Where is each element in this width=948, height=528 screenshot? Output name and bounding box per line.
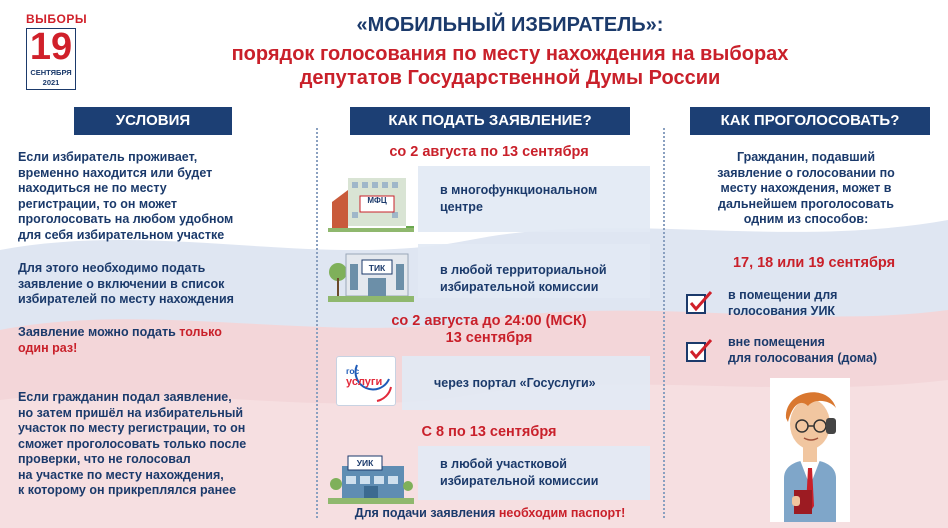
text-line: участок по месту регистрации, то он bbox=[18, 421, 246, 435]
apply-header: КАК ПОДАТЬ ЗАЯВЛЕНИЕ? bbox=[350, 107, 630, 135]
text-line: проверки, что не голосовал bbox=[18, 452, 191, 466]
text-line: сможет проголосовать только после bbox=[18, 436, 247, 451]
text-line: Если гражданин подал заявление, bbox=[18, 390, 232, 404]
text-line: в помещении для bbox=[728, 288, 838, 302]
gosuslugi-logo-top: гос bbox=[346, 366, 360, 376]
vote-option-home bbox=[728, 334, 938, 366]
text-line: регистрации, то он может bbox=[18, 196, 178, 211]
uik-sign: УИК bbox=[356, 458, 374, 468]
logo-day: 19 bbox=[29, 26, 73, 68]
text-line: в любой участковой bbox=[440, 457, 567, 471]
date-line: со 2 августа до 24:00 (МСК) bbox=[391, 313, 587, 329]
vote-intro bbox=[676, 150, 936, 228]
conditions-paragraph-1 bbox=[18, 150, 308, 243]
gosuslugi-logo-bottom: услуги bbox=[346, 376, 383, 388]
conditions-paragraph-3 bbox=[18, 325, 308, 356]
logo-label: ВЫБОРЫ bbox=[26, 12, 88, 26]
voter-illustration bbox=[770, 378, 850, 522]
text-line: на участке по месту нахождения, bbox=[18, 467, 224, 482]
logo-year: 2021 bbox=[42, 78, 60, 87]
logo-month: СЕНТЯБРЯ bbox=[30, 68, 72, 77]
tik-sign: ТИК bbox=[368, 263, 386, 273]
tik-text bbox=[440, 262, 650, 296]
text-line: проголосовать на любом удобном bbox=[18, 212, 234, 226]
text-line: избирательной комиссии bbox=[440, 474, 599, 488]
mfc-sign: МФЦ bbox=[367, 196, 387, 205]
apply-date-1: со 2 августа по 13 сентября bbox=[389, 144, 589, 160]
text-span: Заявление можно подать bbox=[18, 325, 180, 339]
uik-text bbox=[440, 456, 650, 490]
date-line: 13 сентября bbox=[445, 330, 533, 346]
uik-building-icon bbox=[328, 448, 414, 504]
text-line: Гражданин, подавший bbox=[736, 150, 876, 164]
page-title: «МОБИЛЬНЫЙ ИЗБИРАТЕЛЬ»: bbox=[356, 14, 664, 36]
apply-date-2 bbox=[330, 313, 648, 347]
text-line: одним из способов: bbox=[743, 212, 869, 227]
text-line: голосования УИК bbox=[728, 304, 836, 318]
text-line: месту нахождения, может в bbox=[720, 181, 892, 196]
tik-building-icon bbox=[328, 246, 414, 302]
text-line: для голосования (дома) bbox=[728, 351, 878, 365]
passport-note bbox=[322, 506, 658, 520]
column-divider bbox=[663, 128, 665, 518]
text-line: центре bbox=[440, 200, 483, 214]
text-line: для себя избирательном участке bbox=[18, 227, 225, 242]
apply-date-3: С 8 по 13 сентября bbox=[421, 424, 557, 440]
text-line: заявление о голосовании по bbox=[717, 165, 895, 180]
text-line bbox=[18, 325, 308, 341]
text-line: избирателей по месту нахождения bbox=[18, 292, 234, 306]
checkbox-checked-icon bbox=[686, 338, 714, 364]
highlight-text: один раз! bbox=[18, 340, 78, 355]
vote-header: КАК ПРОГОЛОСОВАТЬ? bbox=[690, 107, 930, 135]
text-line: но затем пришёл на избирательный bbox=[18, 405, 244, 420]
text-line: Для этого необходимо подать bbox=[18, 261, 206, 275]
highlight-text: необходим паспорт! bbox=[498, 506, 626, 520]
text-line: заявление о включении в список bbox=[18, 276, 225, 291]
text-line: к которому он прикреплялся ранее bbox=[18, 483, 237, 497]
mfc-text bbox=[440, 182, 650, 216]
page-subtitle bbox=[100, 42, 920, 90]
text-line: в любой территориальной bbox=[440, 263, 607, 277]
text-span: Для подачи заявления bbox=[354, 506, 499, 520]
vote-option-uik bbox=[728, 287, 928, 319]
text-line: Если избиратель проживает, bbox=[18, 150, 198, 164]
subtitle-line: депутатов Государственной Думы России bbox=[299, 67, 721, 89]
text-line: избирательной комиссии bbox=[440, 280, 599, 294]
text-line: дальнейшем проголосовать bbox=[718, 196, 894, 211]
highlight-text: только bbox=[179, 325, 222, 339]
conditions-header: УСЛОВИЯ bbox=[74, 107, 232, 135]
text-line: временно находится или будет bbox=[18, 165, 213, 180]
column-divider bbox=[316, 128, 318, 518]
conditions-paragraph-2 bbox=[18, 261, 308, 308]
vote-dates: 17, 18 или 19 сентября bbox=[732, 255, 896, 271]
checkbox-checked-icon bbox=[686, 290, 714, 316]
text-line: находиться не по месту bbox=[18, 181, 167, 195]
gosuslugi-text: через портал «Госуслуги» bbox=[434, 376, 596, 390]
subtitle-line: порядок голосования по месту нахождения на выборах bbox=[231, 43, 789, 65]
text-line: вне помещения bbox=[728, 335, 825, 349]
text-line: в многофункциональном bbox=[440, 183, 598, 197]
conditions-paragraph-4 bbox=[18, 390, 308, 499]
